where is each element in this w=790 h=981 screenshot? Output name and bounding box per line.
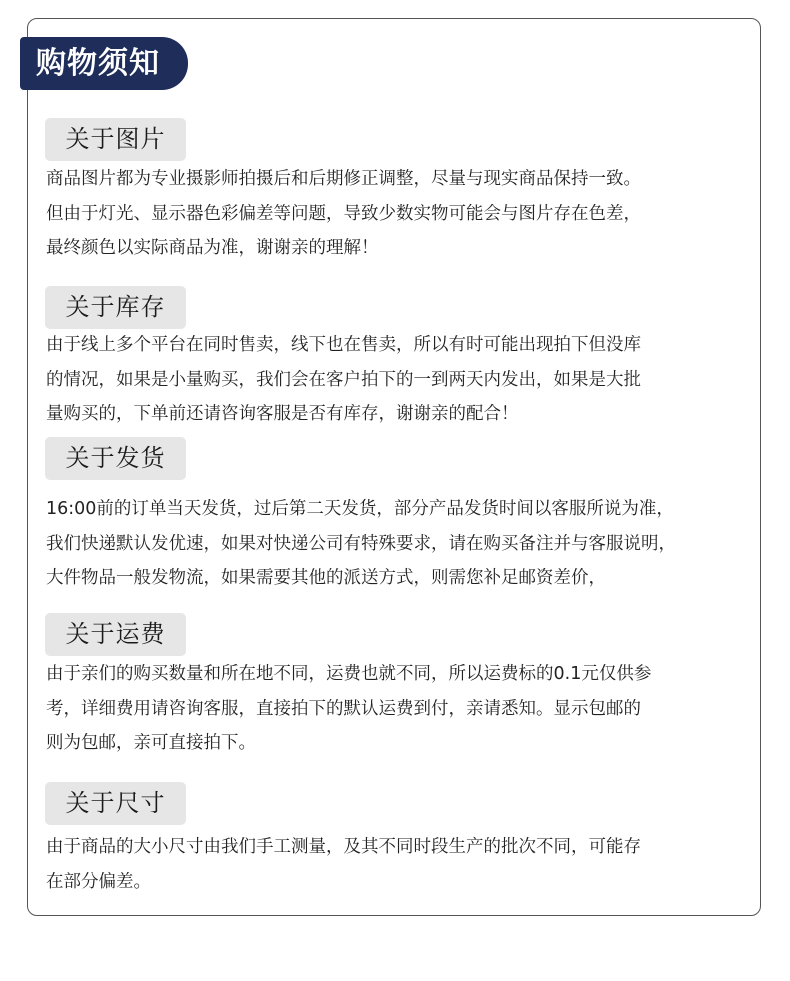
section-body-freight [46, 657, 756, 761]
section-label-shipping: 关于发货 [45, 437, 186, 480]
section-body-pictures [46, 162, 756, 266]
text-line: 16:00前的订单当天发货，过后第二天发货，部分产品发货时间以客服所说为准， [46, 499, 674, 519]
text-line: 则为包邮，亲可直接拍下。 [46, 733, 256, 753]
text-line: 大件物品一般发物流，如果需要其他的派送方式，则需您补足邮资差价， [46, 568, 606, 588]
text-line: 的情况，如果是小量购买，我们会在客户拍下的一到两天内发出，如果是大批 [46, 369, 641, 390]
text-line: 在部分偏差。 [46, 871, 151, 892]
section-label-size: 关于尺寸 [45, 782, 186, 825]
text-line: 我们快递默认发优速，如果对快递公司有特殊要求，请在购买备注并与客服说明， [46, 533, 676, 554]
text-line: 但由于灯光、显示器色彩偏差等问题，导致少数实物可能会与图片存在色差， [46, 203, 641, 224]
section-body-size [46, 830, 756, 899]
section-label-stock: 关于库存 [45, 286, 186, 329]
text-line: 商品图片都为专业摄影师拍摄后和后期修正调整，尽量与现实商品保持一致。 [46, 169, 641, 189]
section-body-stock [46, 328, 756, 432]
section-label-freight: 关于运费 [45, 613, 186, 656]
page-title: 购物须知 [20, 37, 188, 90]
text-line: 由于亲们的购买数量和所在地不同，运费也就不同，所以运费标的0.1元仅供参 [46, 664, 652, 684]
section-body-shipping [46, 492, 756, 596]
text-line: 最终颜色以实际商品为准，谢谢亲的理解！ [46, 238, 379, 258]
text-line: 由于线上多个平台在同时售卖，线下也在售卖，所以有时可能出现拍下但没库 [46, 335, 641, 355]
text-line: 考，详细费用请咨询客服，直接拍下的默认运费到付，亲请悉知。显示包邮的 [46, 698, 641, 719]
text-line: 由于商品的大小尺寸由我们手工测量，及其不同时段生产的批次不同，可能存 [46, 837, 641, 857]
text-line: 量购买的，下单前还请咨询客服是否有库存，谢谢亲的配合！ [46, 404, 519, 424]
section-label-pictures: 关于图片 [45, 118, 186, 161]
